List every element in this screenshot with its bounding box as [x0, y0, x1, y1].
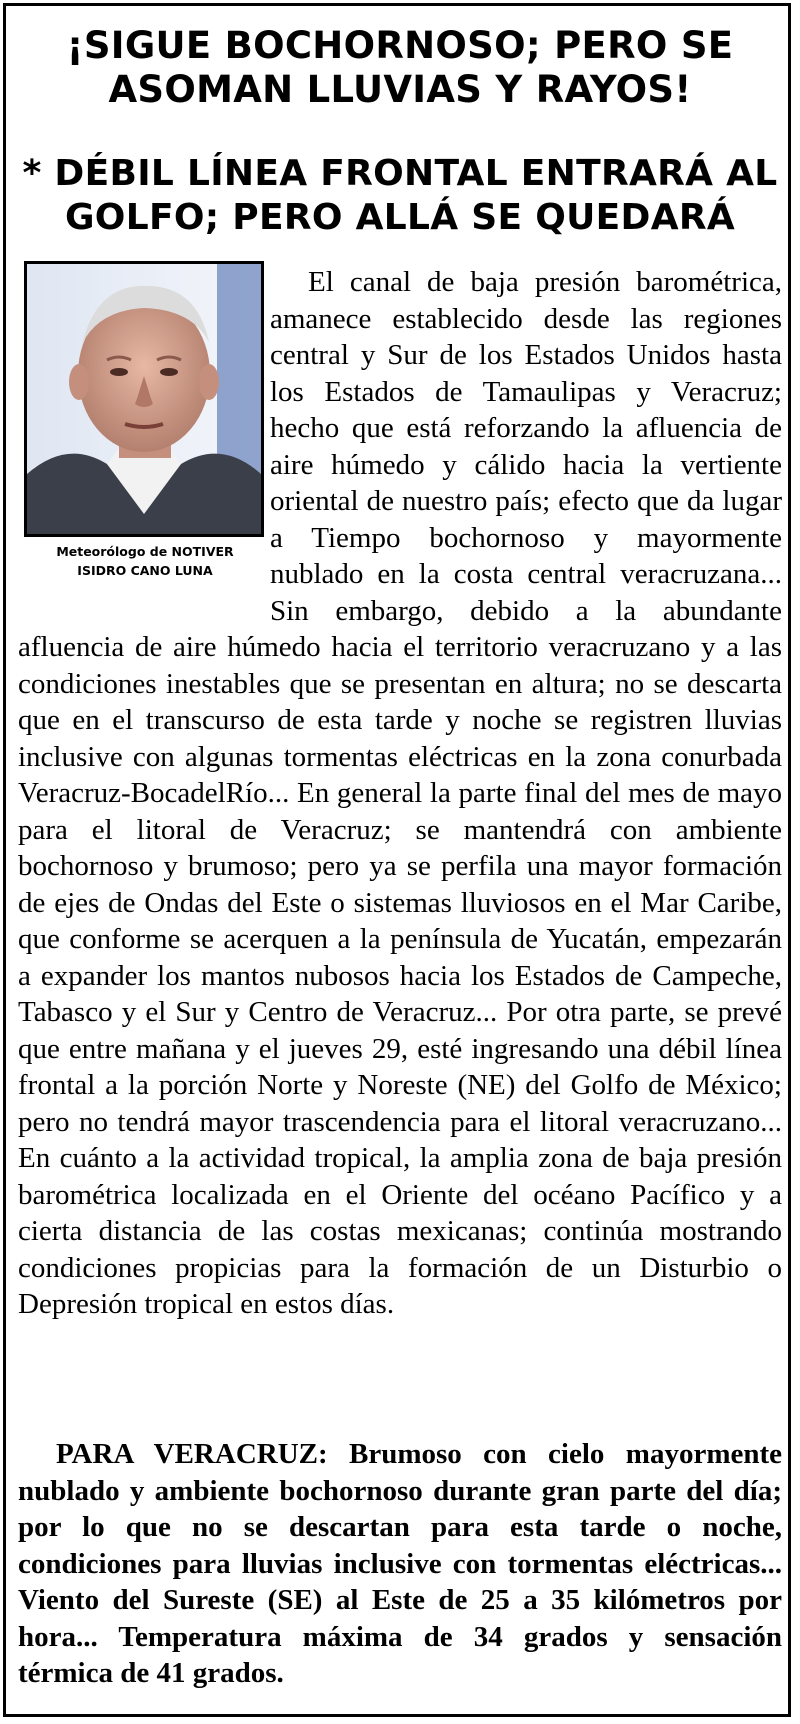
article-body	[18, 264, 782, 1323]
forecast-text: PARA VERACRUZ: Brumoso con cielo mayormente nublado y ambiente bochornoso durante gran parte del día; por lo que no se descartan para esta tarde o noche, condiciones para lluvias inclusive con tormentas eléctricas... Viento del Sureste (SE) al Este de 25 a 35 kilómetros por hora... Temperatura máxima de 34 grados y sensación térmica de 41 grados.	[18, 1438, 782, 1689]
photo-caption-name: ISIDRO CANO LUNA	[77, 563, 213, 578]
photo-wrap-spacer	[18, 264, 256, 597]
article-frame	[3, 3, 791, 1717]
article-body-text: El canal de baja presión barométrica, amanece establecido desde las regiones central y Sur de los Estados Unidos hasta los Estados de Tamaulipas y Veracruz; hecho que está reforzando la afluencia de aire húmedo y cálido hacia la vertiente oriental de nuestro país; efecto que da lugar a Tiempo bochornoso y mayormente nublado en la costa central veracruzana... Sin embargo, debido a la abundante afluencia de aire húmedo hacia el territorio veracruzano y a las condiciones inestables que se presentan en altura; no se descarta que en el transcurso de esta tarde y noche se registren lluvias inclusive con algunas tormentas eléctricas en la zona conurbada Veracruz-BocadelRío... En general la parte final del mes de mayo para el litoral de Veracruz; se mantendrá con ambiente bochornoso y brumoso; pero ya se perfila una mayor formación de ejes de Ondas del Este o sistemas lluviosos en el Mar Caribe, que conforme se acerquen a la península de Yucatán, empezarán a expander los mantos nubosos hacia los Estados de Campeche, Tabasco y el Sur y Centro de Veracruz... Por otra parte, se prevé que entre mañana y el jueves 29, esté ingresando una débil línea frontal a la porción Norte y Noreste (NE) del Golfo de México; pero no tendrá mayor trascendencia para el litoral veracruzano... En cuánto a la actividad tropical, la amplia zona de baja presión barométrica localizada en el Oriente del océano Pacífico y a cierta distancia de las costas mexicanas; continúa mostrando condiciones propicias para la formación de un Disturbio o Depresión tropical en estos días.	[18, 266, 782, 1320]
headline: ¡SIGUE BOCHORNOSO; PERO SE ASOMAN LLUVIAS Y RAYOS!	[66, 24, 734, 111]
subheadline: * DÉBIL LÍNEA FRONTAL ENTRARÁ AL GOLFO; PERO ALLÁ SE QUEDARÁ	[22, 153, 778, 238]
forecast-paragraph	[18, 1436, 782, 1692]
photo-caption-role: Meteorólogo de NOTIVER	[56, 544, 234, 559]
